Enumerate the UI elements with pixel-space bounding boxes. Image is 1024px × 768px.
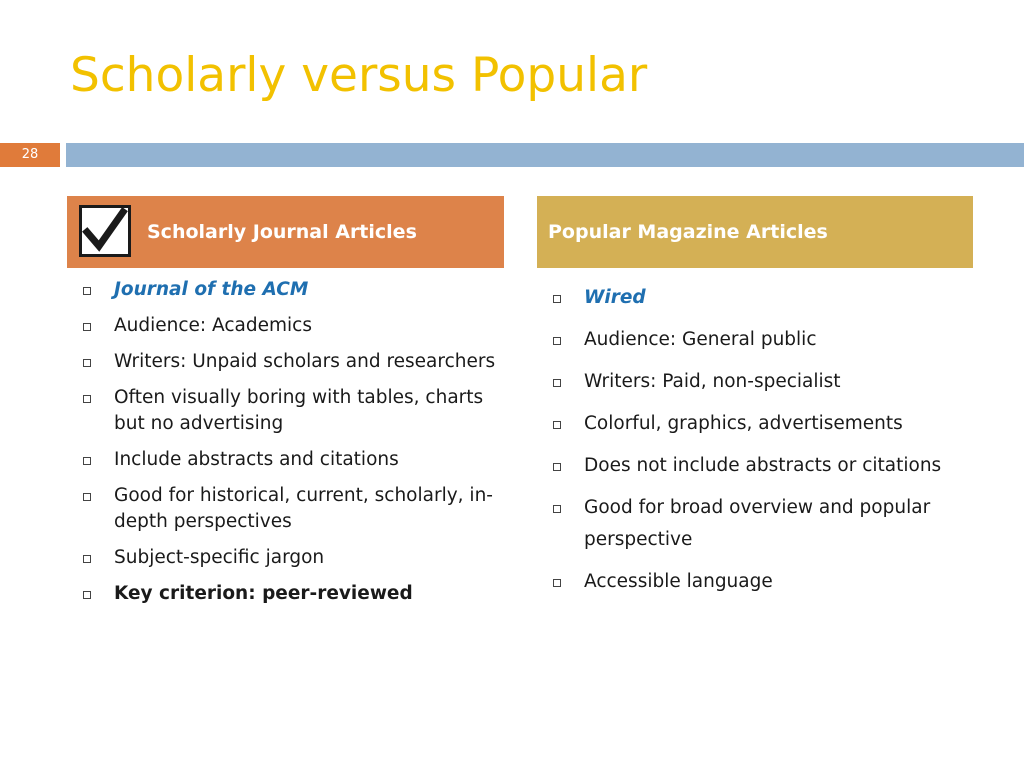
square-bullet-icon	[83, 323, 91, 331]
square-bullet-icon	[83, 591, 91, 599]
list-item	[537, 324, 973, 356]
square-bullet-icon	[83, 457, 91, 465]
square-bullet-icon	[83, 359, 91, 367]
key-criterion: Key criterion: peer-reviewed	[114, 583, 413, 604]
magazine-example: Wired	[584, 287, 646, 308]
list-item	[67, 447, 504, 473]
square-bullet-icon	[553, 379, 561, 387]
list-item-text: Include abstracts and citations	[114, 449, 399, 470]
list-item-text: Good for broad overview and popular perspective	[584, 497, 931, 550]
header-bar	[66, 143, 1024, 167]
list-item	[67, 545, 504, 571]
list-item	[537, 492, 973, 556]
slide-title: Scholarly versus Popular	[70, 48, 648, 103]
list-item-text: Subject-specific jargon	[114, 547, 325, 568]
right-column-header	[537, 196, 973, 268]
list-item-text: Audience: General public	[584, 329, 817, 350]
list-item-text: Good for historical, current, scholarly, in-depth perspectives	[114, 485, 493, 532]
list-item	[537, 408, 973, 440]
list-item	[67, 581, 504, 607]
checkbox-checked-icon	[79, 205, 131, 257]
list-item-text: Writers: Paid, non-specialist	[584, 371, 841, 392]
square-bullet-icon	[553, 295, 561, 303]
list-item	[537, 450, 973, 482]
list-item	[537, 366, 973, 398]
square-bullet-icon	[83, 555, 91, 563]
list-item-text: Often visually boring with tables, charts but no advertising	[114, 387, 484, 434]
page-number: 28	[0, 143, 60, 167]
square-bullet-icon	[553, 463, 561, 471]
square-bullet-icon	[553, 337, 561, 345]
list-item	[67, 385, 504, 437]
list-item	[537, 282, 973, 314]
scholarly-bullet-list	[67, 277, 504, 617]
list-item-text: Does not include abstracts or citations	[584, 455, 942, 476]
list-item-text: Writers: Unpaid scholars and researchers	[114, 351, 496, 372]
list-item-text: Audience: Academics	[114, 315, 312, 336]
list-item	[67, 349, 504, 375]
square-bullet-icon	[83, 493, 91, 501]
square-bullet-icon	[83, 287, 91, 295]
list-item	[67, 277, 504, 303]
list-item-text: Accessible language	[584, 571, 773, 592]
square-bullet-icon	[553, 579, 561, 587]
popular-bullet-list	[537, 282, 973, 608]
list-item	[67, 483, 504, 535]
right-column-header-label: Popular Magazine Articles	[548, 221, 828, 243]
list-item	[67, 313, 504, 339]
left-column-header	[67, 196, 504, 268]
list-item-text: Colorful, graphics, advertisements	[584, 413, 903, 434]
journal-example: Journal of the ACM	[114, 279, 309, 300]
square-bullet-icon	[553, 505, 561, 513]
square-bullet-icon	[83, 395, 91, 403]
left-column-header-label: Scholarly Journal Articles	[147, 221, 417, 243]
list-item	[537, 566, 973, 598]
square-bullet-icon	[553, 421, 561, 429]
